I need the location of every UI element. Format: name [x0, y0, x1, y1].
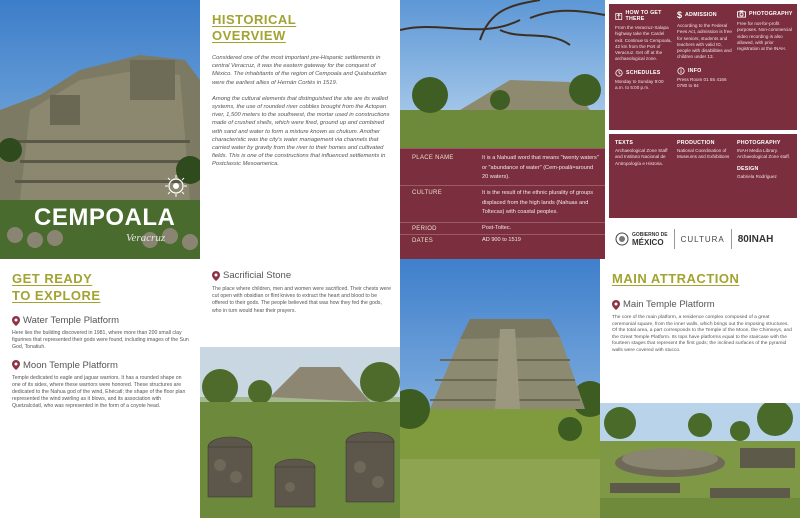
dollar-icon: $: [677, 10, 683, 20]
info-panel: [605, 0, 800, 259]
cover-title: CEMPOALA: [34, 204, 176, 231]
how-title: HOW TO GET THERE: [625, 10, 662, 22]
main-temple-photo: [400, 259, 600, 518]
table-row: [400, 224, 605, 235]
admission-text: According to the Federal Fees Act, admission is free for seniors, students and teachers with valid ID, people with disabilities and children under 13.: [677, 23, 732, 60]
sacrificial-title: Sacrificial Stone: [223, 270, 292, 281]
historical-heading-line2: OVERVIEW: [212, 28, 286, 43]
location-pin-icon: [612, 300, 620, 310]
table-value: It is the result of the ethnic plurality of groups displaced from the high lands (Nahuas and Toltecas) with coastal peoples.: [482, 190, 594, 216]
texts-title: TEXTS: [615, 140, 634, 146]
main-temple-title: Main Temple Platform: [623, 299, 715, 310]
table-row: [400, 187, 605, 223]
production-title: PRODUCTION: [677, 140, 715, 146]
hours-text: Monday to Sunday 9:00 a.m. to 5:00 p.m.: [615, 78, 664, 91]
camera-icon: [737, 10, 746, 18]
info-icon: [677, 67, 685, 75]
clock-icon: [615, 69, 623, 77]
info-title: INFO: [688, 67, 702, 74]
location-pin-icon: [12, 360, 20, 370]
table-label: DATES: [412, 238, 434, 244]
main-heading: MAIN ATTRACTION: [612, 271, 740, 286]
main-temple-text: The core of the main platform, a residence complex composed of a great ceremonial square, from the inner walls, which brings out the imposing structures. Of the total area, a part corresponds to the Temple of the Moon, the Chimneys, and the Great Temple Platform. Its tops have platforms equal to the staircase with the fourteen stages that represent the first gods; the inclined surfaces of the pyramid walls were covered with stucco.: [612, 315, 792, 353]
photo-text: Free for not-for-profit purposes. Non-commercial video recording is also allowed, with prior registration at the INAH.: [737, 21, 792, 52]
logo-bar: [609, 222, 797, 256]
logo-inah: 80INAH: [737, 233, 774, 245]
hours-title: SCHEDULES: [626, 69, 661, 76]
moon-temple-text: Temple dedicated to eagle and jaguar warriors. It has a rounded shape on one of its sides, where these warriors were honored. These structures are dedicated to the Nahua god of the wind, Ehécatl; the shape of the floor plan represented the wind swirling as it blows, and its association with Quetzalcóatl, who was represented in the form of a coyote head.: [12, 374, 186, 410]
main-section: [612, 270, 794, 355]
historical-paragraph-1: Considered one of the most important pre-Hispanic settlements in central Veracruz, it was the eastern gateway for the conquest of México. The inhabitants of the region of Cempoala and Quiahuiztlan were the earliest allies of Hernán Cortés in 1519.: [212, 55, 387, 86]
water-temple-text: Here lies the building discovered in 1981, where more than 200 small clay figurines that represented their gods were found, including images of the Sun God, Tonatiuh.: [12, 330, 189, 351]
texts-text: Archaeological Zone Staff and Instituto Nacional de Antropología e Historia.: [615, 148, 668, 166]
table-label: CULTURE: [412, 190, 442, 196]
historical-section: [212, 12, 392, 169]
cover-photo: [0, 0, 200, 259]
moon-temple-title: Moon Temple Platform: [23, 359, 118, 371]
historical-heading-line1: HISTORICAL: [212, 12, 297, 27]
info-box-bottom: [609, 134, 797, 218]
photography-text: INAH Media Library. Archaeological Zone staff.: [737, 148, 791, 160]
tree-ruins-photo: [400, 0, 605, 148]
logo-gobierno: GOBIERNO DE: [632, 232, 668, 238]
sacrificial-text: The place where children, men and women were sacrificed. Their chests were cut open with obsidian or flint knives to extract the heart and blood to be offered to their gods. The people believed that was how they fed the gods, who in turn would hear their prayers.: [212, 286, 391, 314]
eagle-seal-icon: [615, 232, 629, 246]
explore-section: [12, 270, 190, 411]
admission-title: ADMISSION: [685, 12, 717, 18]
water-temple-title: Water Temple Platform: [23, 315, 120, 326]
historical-paragraph-2: Among the cultural elements that distinguished the site are its walled systems, the use of rounded river cobbles brought from the Actopan river, 1,500 meters to the southwest, the mortar used in constructions made of crushed shells, which were fired, ground up and combined with sand and water to form a mixture known as chukum. Another characteristic was the city's water management via channels that carried water by gravity from the river to their homes and cultivated fields. This is one of the constructions that influenced settlements in Postclassic Mesoamerica.: [212, 95, 390, 168]
logo-cultura: CULTURA: [680, 234, 725, 244]
table-value: It is a Nahuatl word that means "twenty waters" or "abundance of water" (Cem-poalā=around 20 waters).: [482, 155, 599, 181]
design-title: DESIGN: [737, 165, 759, 172]
info-text: Press Room 01 55 4166 0780 to 84: [677, 76, 727, 89]
photography-title: PHOTOGRAPHY: [737, 140, 781, 146]
table-row: [400, 150, 605, 186]
sacrificial-section: [212, 270, 392, 315]
stone-columns-photo: [200, 347, 400, 518]
table-value: AD 900 to 1519: [482, 237, 521, 243]
photo-title: PHOTOGRAPHY: [749, 11, 793, 17]
cover-subtitle: Veracruz: [126, 232, 166, 244]
explore-heading-line2: TO EXPLORE: [12, 288, 101, 303]
table-row: [400, 236, 605, 248]
how-text: From the Veracruz-Xalapa highway take the Cardel exit. Continue to Cempoala, 42 km from the Port of Veracruz. Get off at the archaeological zone.: [615, 25, 672, 62]
info-box-top: [609, 4, 797, 130]
table-label: PLACE NAME: [412, 155, 454, 161]
explore-heading-line1: GET READY: [12, 271, 93, 286]
table-label: PERIOD: [412, 226, 437, 232]
facts-table: [400, 148, 605, 259]
road-sign-icon: [615, 12, 623, 21]
production-text: National Coordination of Museums and Exhibitions: [677, 148, 730, 160]
location-pin-icon: [212, 271, 220, 281]
circular-temple-photo: [600, 403, 800, 518]
design-text: Gabriela Rodríguez: [737, 173, 777, 179]
location-pin-icon: [12, 316, 20, 326]
logo-mexico: MÉXICO: [632, 238, 664, 247]
table-value: Post-Toltec.: [482, 225, 512, 231]
